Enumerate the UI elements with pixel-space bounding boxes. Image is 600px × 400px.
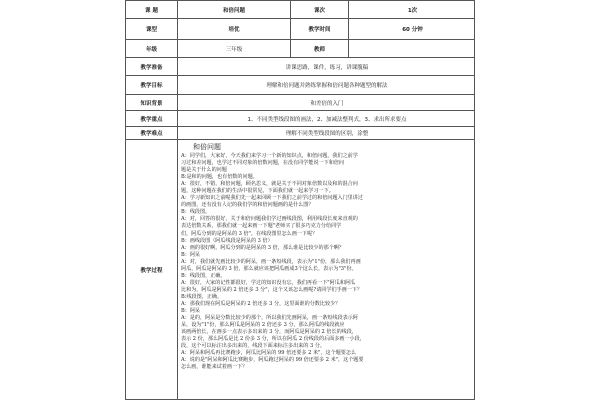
process-line: A：说的是"阿呆和阿瓜比赛跑步，阿瓜跑过阿呆的 99 倍还要多 2 米"，这个题要 xyxy=(181,357,364,364)
row-prep xyxy=(125,58,475,76)
lesson-plan-sheet xyxy=(125,0,475,400)
process-line: 表示 2 份，那么阿瓜是比 2 份多 3 分，所以在阿瓜 2 份线段的后面多画一小段， xyxy=(181,336,365,343)
grade-value: 三年级 xyxy=(178,40,291,57)
goal-value: 理解和倍问题并熟练掌握和倍问题各种题型的解法 xyxy=(266,83,388,89)
process-line: 表达倍数关系，那我们就一起来画一下题"老师买了很多巧克力分给同学 xyxy=(181,223,342,230)
process-line: A：对，我们就先画比较少的阿呆，画一条短线段，表示为"1"份，那么我们再画 xyxy=(181,258,361,265)
topic-label: 课 题 xyxy=(126,1,178,18)
process-line: 呆，设为"1"份，那么阿瓜是阿呆的 2 倍还多 3 分，那么阿瓜的线段就应 xyxy=(181,322,345,329)
type-label: 课型 xyxy=(126,19,178,39)
process-line: A：画的很好啊，阿瓜分到的是阿呆的 3 倍，那么谁是比较少的那个啊？ xyxy=(181,244,344,251)
process-line: 比和为，阿瓜是阿呆的 2 倍还多 3 分"，这个又该怎么画呢?请同学们手画一下？ xyxy=(181,286,363,293)
process-line: 题是关于什么的问题 xyxy=(181,167,227,174)
process-line: A：很好，不错，和倍问题，顾名思义，就是关于不同对象倍数以及和的混合问 xyxy=(181,181,358,188)
background-label: 知识背景 xyxy=(126,95,178,110)
row-background xyxy=(125,95,475,111)
process-line: B：线段图。 xyxy=(181,209,211,216)
process-content xyxy=(178,140,474,399)
prep-label: 教学准备 xyxy=(126,58,178,75)
process-line: A：那我们现在阿瓜是阿呆的 2 倍还多 3 分，这里面谁的分数比较少？ xyxy=(181,300,341,307)
difficulties-label: 教学难点 xyxy=(126,127,178,139)
process-text xyxy=(181,153,471,371)
topic-value: 和倍问题 xyxy=(178,1,291,18)
time-label: 教学时间 xyxy=(291,19,349,39)
session-label: 课次 xyxy=(291,1,349,18)
process-line: A：同学们，大家好，今天我们来学习一个新的知识点，和倍问题，我们之前学 xyxy=(181,153,358,159)
process-line: B:是和的问题，也有倍数的问题。 xyxy=(181,174,258,181)
row-difficulties xyxy=(125,127,475,140)
key-points-label: 教学重点 xyxy=(126,111,178,126)
grade-label: 年级 xyxy=(126,40,178,57)
row-key-points xyxy=(125,111,475,127)
process-line: 段，这个可以标注出多出来的，线段下面来标注多出来的 3 分。 xyxy=(181,343,326,350)
background-value: 和差倍的入门 xyxy=(310,100,344,107)
difficulties-value: 理解不同类型线段图的区别，涂整 xyxy=(285,131,369,137)
key-points-value: 1、不同类型线段图的画法，2、加减法整判式，3、求出所求要点 xyxy=(247,116,407,123)
process-line: A：对，回答的很好，关于和倍问题我们学过画线段图，利用线段长度来直观的 xyxy=(181,216,358,223)
process-line: A：是的，阿呆是分数比较少的那个，所以我们先画阿呆，画一条短线段表示阿 xyxy=(181,315,358,322)
teacher-label: 教师 xyxy=(291,40,349,57)
process-line: B：阿呆 xyxy=(181,308,201,315)
row-process xyxy=(125,140,475,400)
session-value: 1次 xyxy=(407,7,418,14)
process-line: 题，这种问题在我们的生活中很常见，下面我们就一起来学习一下。 xyxy=(181,188,334,195)
process-line: A：阿呆和阿瓜再比赛跑步，阿瓜比阿呆的 99 倍还要多 2 米"，这个题要怎么 xyxy=(181,350,357,357)
process-line: 们，阿瓜分到的是阿呆的 3 倍"，在线段图里怎么画一下呢？ xyxy=(181,230,318,237)
process-line: B：画线段图（阿瓜线段是阿呆的 3 倍） xyxy=(181,237,273,244)
process-line: 习过和差问题，也学过不同对象的倍数问题，在没有同学能说一下和倍问 xyxy=(181,160,345,167)
process-line: A：很好，大家的记性都很好，学过的知识没有忘，我们再看一下"阿瓜和阿瓜 xyxy=(181,279,356,286)
time-value: 60 分钟 xyxy=(402,27,423,33)
process-label: 教学过程 xyxy=(126,140,178,399)
row-goal xyxy=(125,76,475,95)
prep-value: 讲课思路，课件，练习，讲课腹稿 xyxy=(285,64,369,71)
process-line: B：线段图，正确。 xyxy=(181,272,226,279)
process-line: 的画图，还有没有人记的我们学的和倍问题画的是什么图？ xyxy=(181,202,314,209)
process-line: 怎么画，谁能来试着画一下？ xyxy=(181,364,248,371)
row-topic xyxy=(125,0,475,19)
row-grade xyxy=(125,40,475,58)
process-line: A：学习新知识之前呢我们先一起来回顾一下我们之前学过的和倍问题入门里讲过 xyxy=(181,195,363,202)
process-line: 阿瓜，阿瓜是阿呆的 3 倍，那么就应该把阿瓜画成3个这么长，表示为"3"份。 xyxy=(181,265,357,272)
process-line: B：阿呆 xyxy=(181,251,201,258)
goal-label: 教学目标 xyxy=(126,76,178,94)
process-line: 该画两倍长，在画多一点表示多出来的 3 分，而阿瓜是阿呆的 2 倍长的线段， xyxy=(181,329,357,336)
process-line: B:线段图，正确。 xyxy=(181,293,223,300)
type-value: 培优 xyxy=(178,19,291,39)
teacher-value xyxy=(349,40,476,57)
process-title: 和倍问题 xyxy=(193,143,221,151)
row-type xyxy=(125,19,475,40)
